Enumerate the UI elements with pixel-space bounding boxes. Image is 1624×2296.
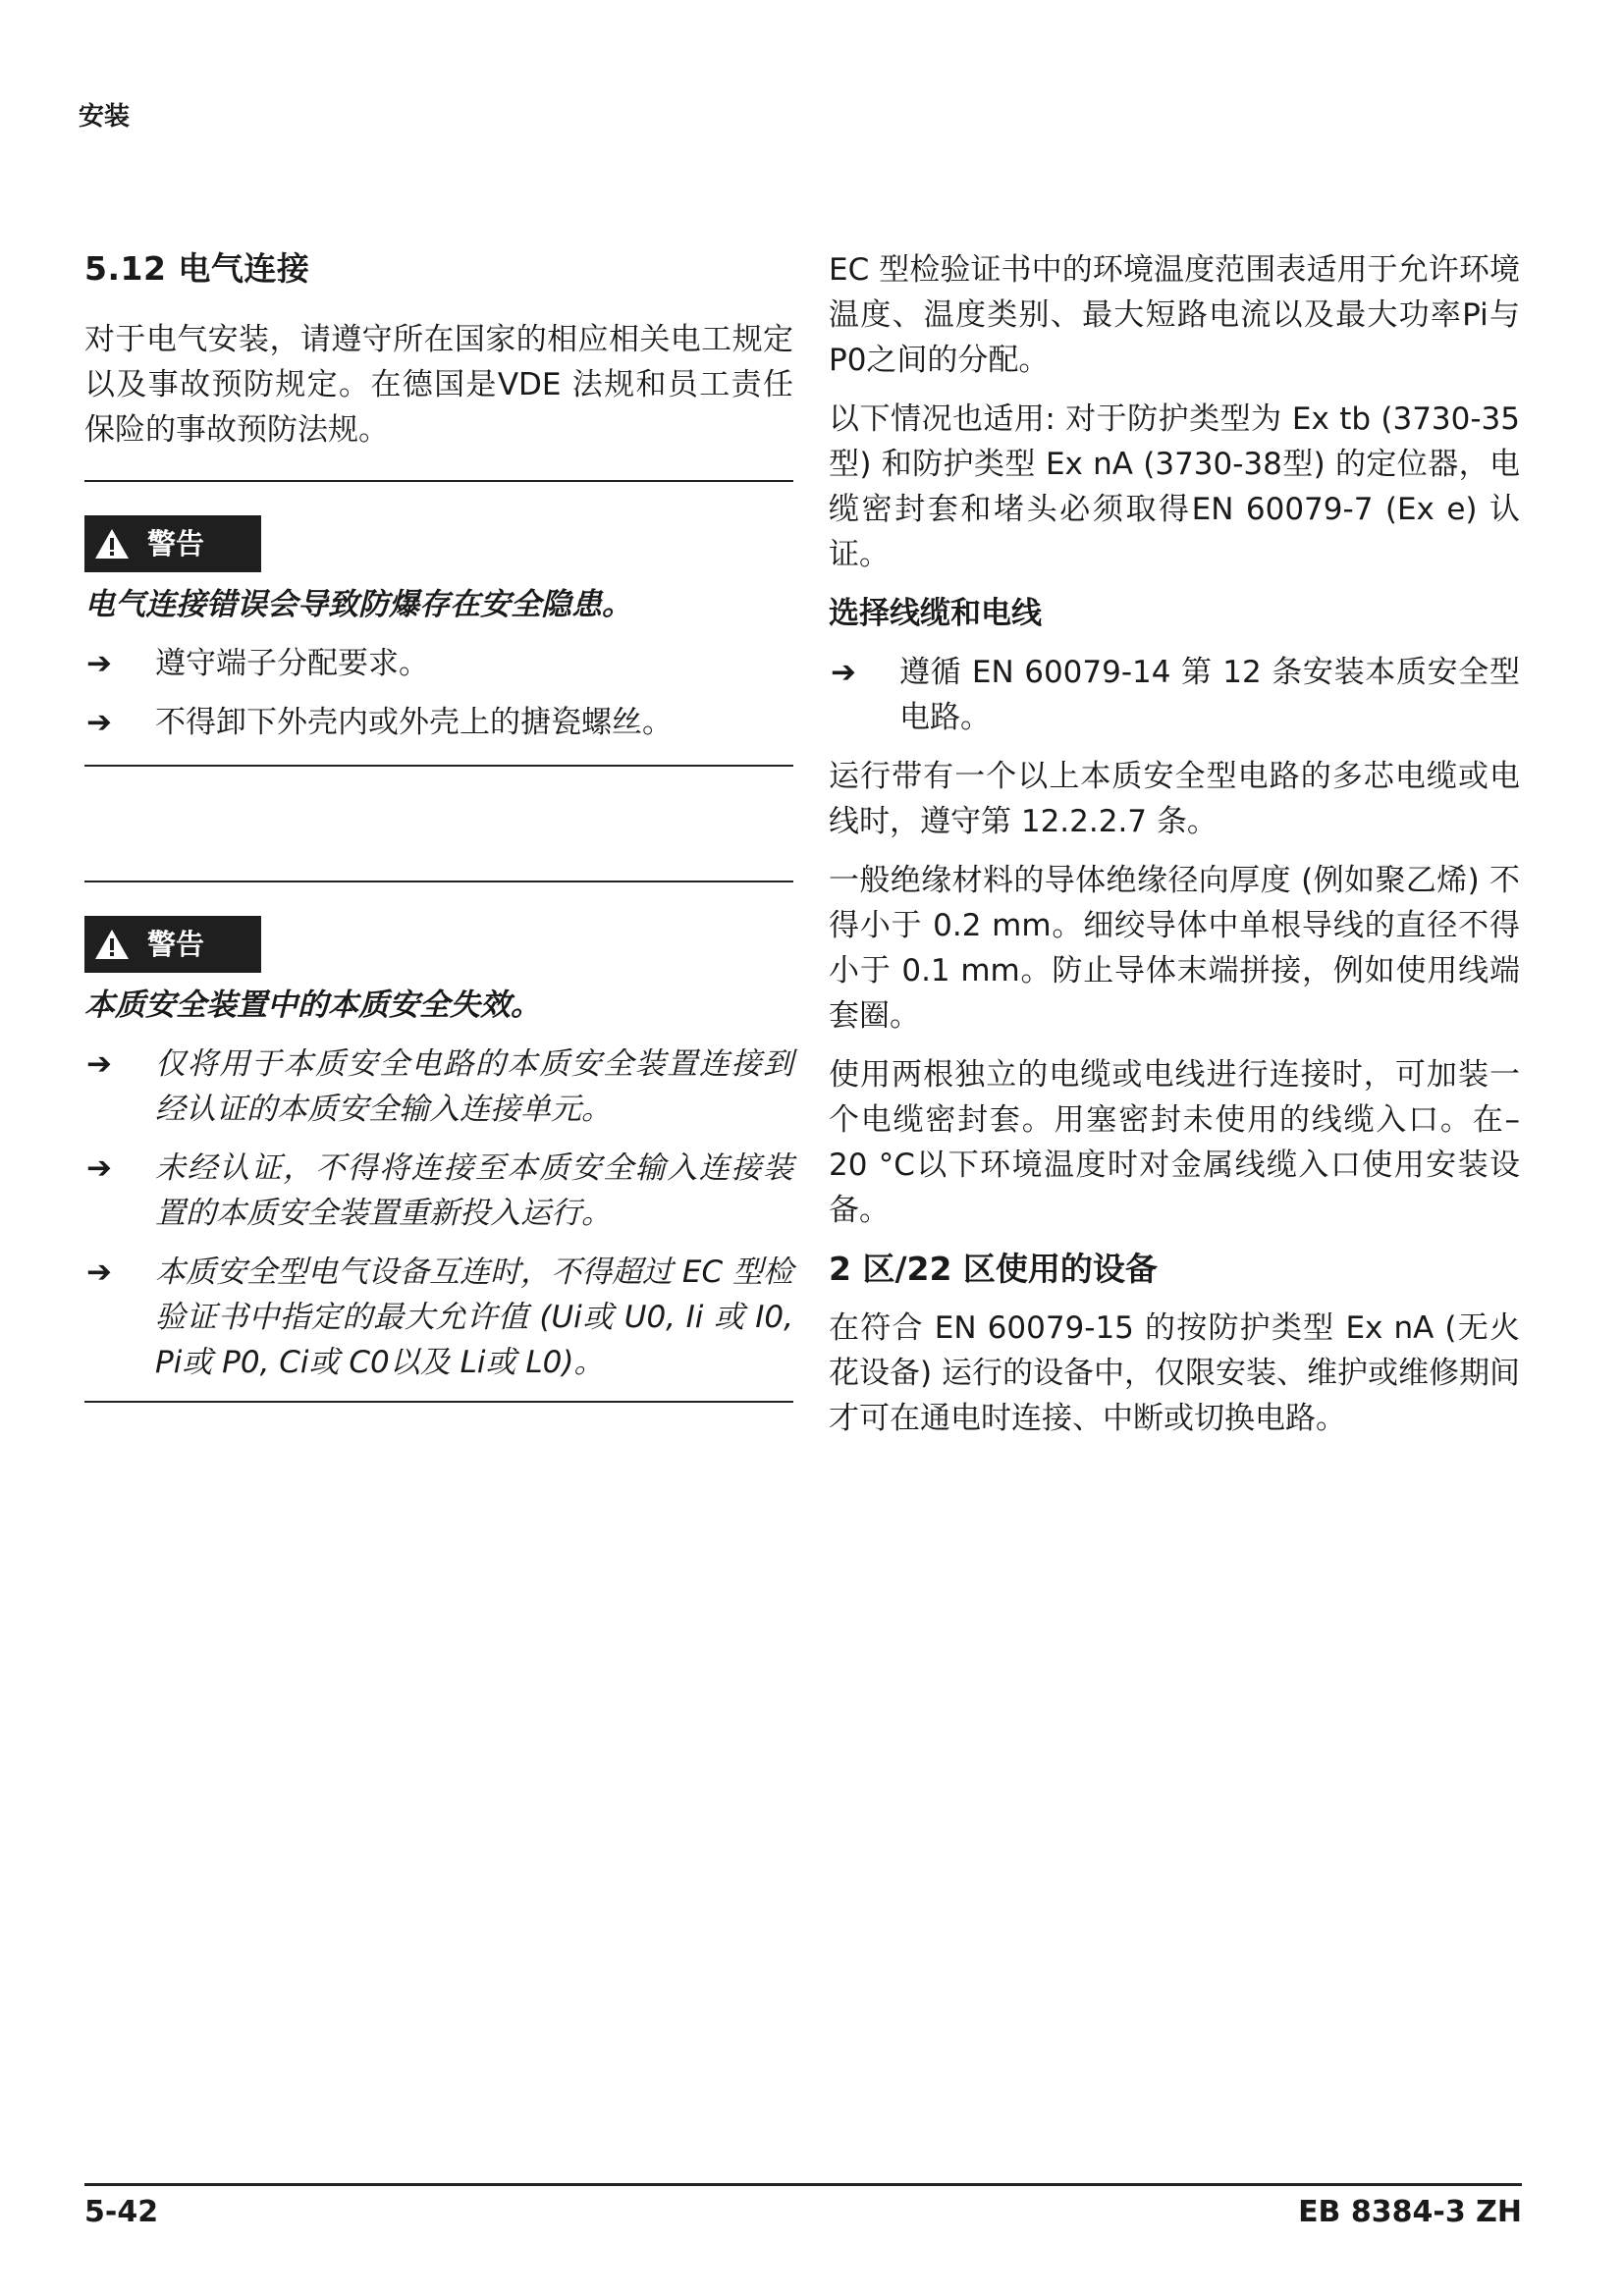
- right-column: [829, 247, 1520, 1441]
- arrow-icon: ➔: [86, 1150, 112, 1186]
- list-item: ➔ 遵守端子分配要求。: [84, 641, 793, 686]
- page-number: 5-42: [84, 2195, 159, 2229]
- warning-label-2: [84, 916, 261, 973]
- arrow-icon: ➔: [831, 655, 856, 690]
- footer-rule: [84, 2183, 1522, 2186]
- subheading-cables: 选择线缆和电线: [829, 596, 1042, 631]
- divider: [84, 881, 793, 882]
- arrow-icon: ➔: [86, 1255, 112, 1290]
- warning-triangle-icon: [94, 929, 130, 960]
- warning-list-2: [84, 1041, 793, 1385]
- divider: [84, 1401, 793, 1403]
- cables-list: [829, 650, 1520, 740]
- list-item: ➔ 遵循 EN 60079-14 第 12 条安装本质安全型电路。: [829, 650, 1520, 740]
- warning-label-text: 警告: [147, 527, 205, 561]
- arrow-icon: ➔: [86, 1046, 112, 1082]
- paragraph: 一般绝缘材料的导体绝缘径向厚度 (例如聚乙烯) 不得小于 0.2 mm。细绞导体中单根导线的直径不得小于 0.1 mm。防止导体末端拼接，例如使用线端套圈。: [829, 863, 1520, 1034]
- intro-paragraph: 对于电气安装，请遵守所在国家的相应相关电工规定以及事故预防规定。在德国是VDE 法规和员工责任保险的事故预防法规。: [84, 322, 793, 448]
- paragraph: 运行带有一个以上本质安全型电路的多芯电缆或电线时，遵守第 12.2.2.7 条。: [829, 759, 1520, 839]
- divider: [84, 480, 793, 482]
- divider: [84, 765, 793, 767]
- list-item: ➔ 仅将用于本质安全电路的本质安全装置连接到经认证的本质安全输入连接单元。: [84, 1041, 793, 1132]
- document-id: EB 8384-3 ZH: [1298, 2195, 1522, 2229]
- warning-list-1: [84, 641, 793, 745]
- section-heading: 5.12 电气连接: [84, 249, 310, 288]
- list-item: ➔ 未经认证，不得将连接至本质安全输入连接装置的本质安全装置重新投入运行。: [84, 1146, 793, 1236]
- paragraph: EC 型检验证书中的环境温度范围表适用于允许环境温度、温度类别、最大短路电流以及最大功率Pi与 P0之间的分配。: [829, 252, 1520, 378]
- warning-message-1: 电气连接错误会导致防爆存在安全隐患。: [84, 587, 632, 622]
- arrow-icon: ➔: [86, 646, 112, 681]
- subheading-zone: 2 区/22 区使用的设备: [829, 1250, 1158, 1288]
- list-item: ➔ 不得卸下外壳内或外壳上的搪瓷螺丝。: [84, 700, 793, 745]
- warning-label-1: [84, 515, 261, 572]
- paragraph: 以下情况也适用: 对于防护类型为 Ex tb (3730-35型) 和防护类型 Ex nA (3730-38型) 的定位器，电缆密封套和堵头必须取得EN 60079-7 (Ex e) 认证。: [829, 401, 1520, 572]
- paragraph: 在符合 EN 60079-15 的按防护类型 Ex nA (无火花设备) 运行的设备中，仅限安装、维护或维修期间才可在通电时连接、中断或切换电路。: [829, 1310, 1520, 1436]
- list-item: ➔ 本质安全型电气设备互连时，不得超过 EC 型检验证书中指定的最大允许值 (Ui或 U0, Ii 或 I0, Pi或 P0, Ci或 C0以及 Li或 L0)。: [84, 1250, 793, 1385]
- warning-message-2: 本质安全装置中的本质安全失效。: [84, 988, 541, 1023]
- warning-triangle-icon: [94, 528, 130, 560]
- paragraph: 使用两根独立的电缆或电线进行连接时，可加装一个电缆密封套。用塞密封未使用的线缆入口。在–20 °C以下环境温度时对金属线缆入口使用安装设备。: [829, 1057, 1520, 1228]
- warning-label-text: 警告: [147, 928, 205, 961]
- arrow-icon: ➔: [86, 705, 112, 740]
- running-header: 安装: [79, 102, 131, 132]
- left-column: [84, 243, 793, 1403]
